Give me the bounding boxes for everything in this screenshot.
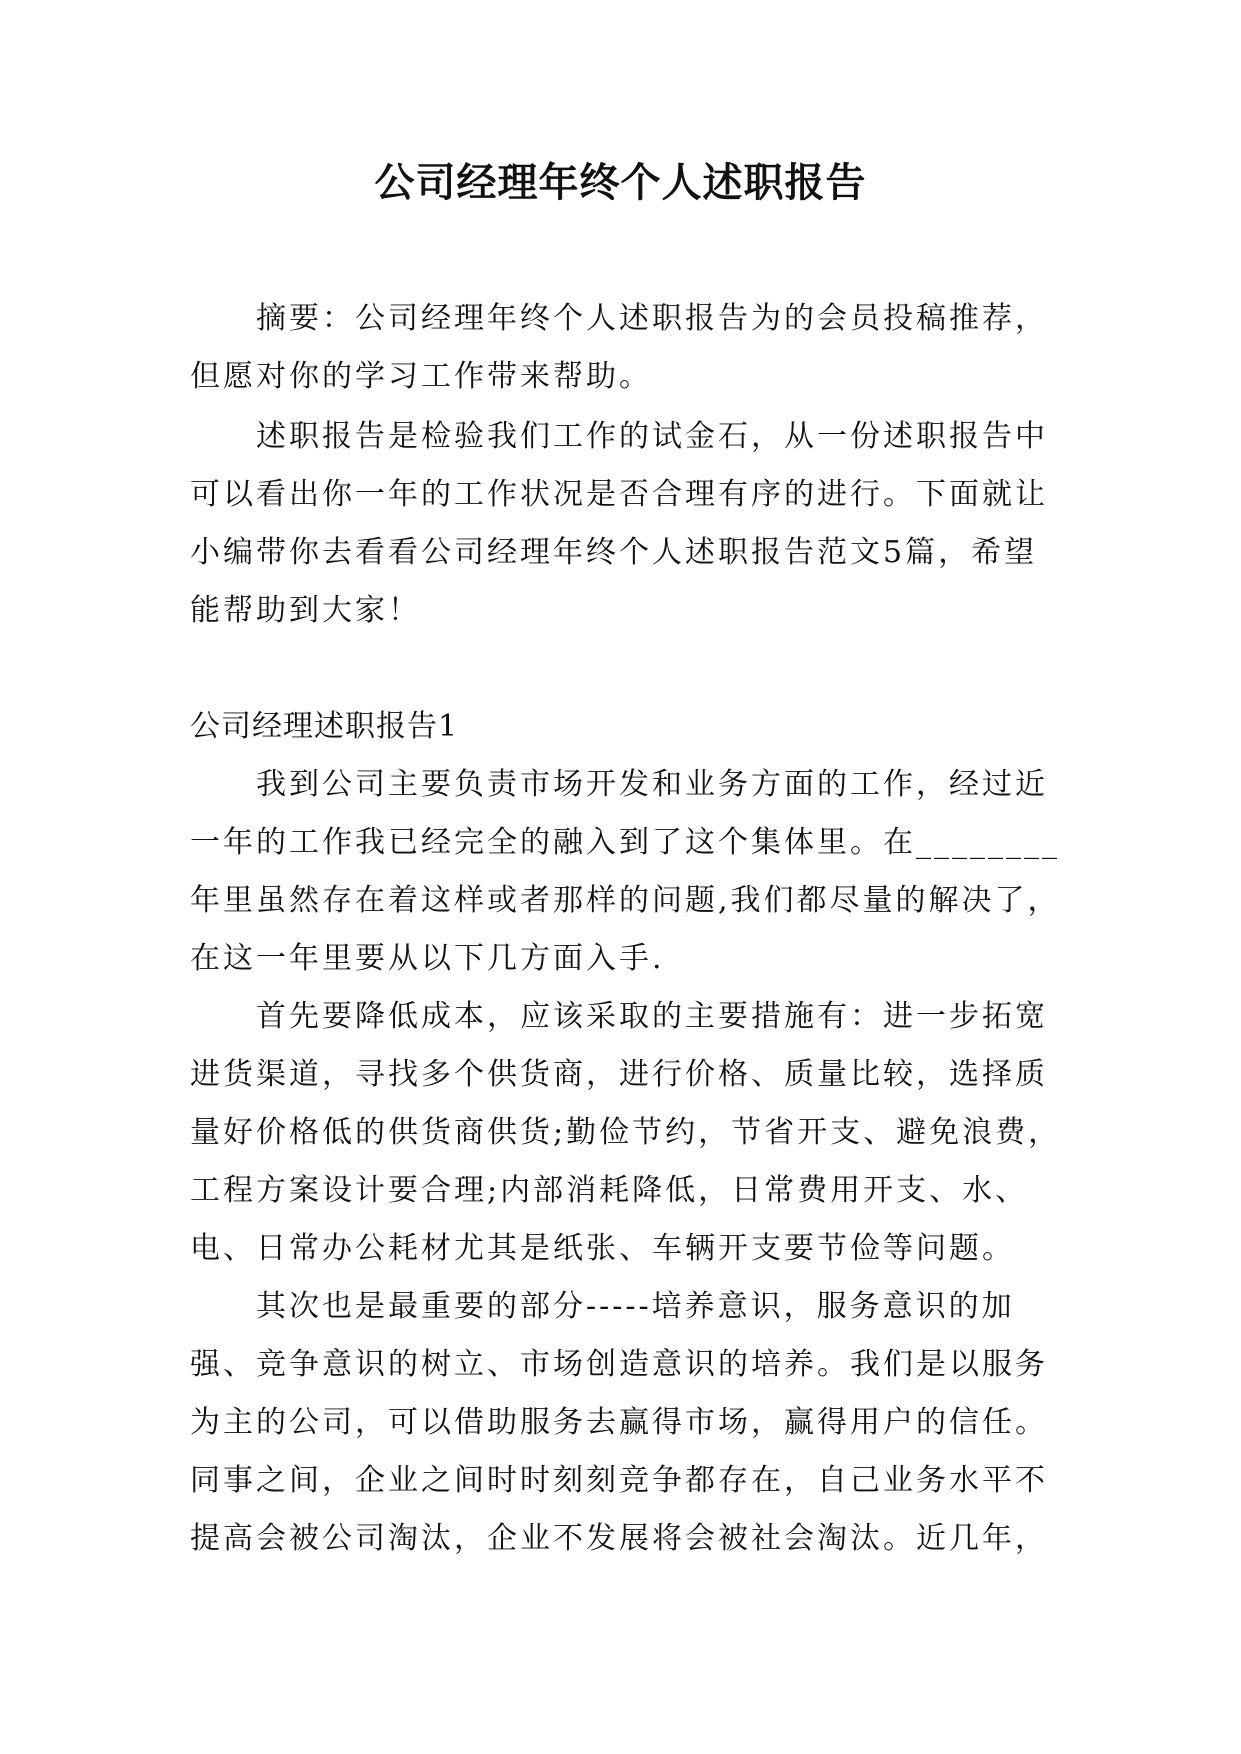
paragraph-line: 量好价格低的供货商供货;勤俭节约，节省开支、避免浪费， bbox=[190, 1115, 1062, 1150]
abstract-paragraph bbox=[190, 290, 1070, 406]
intro-line: 可以看出你一年的工作状况是否合理有序的进行。下面就让 bbox=[190, 477, 1048, 512]
intro-paragraph bbox=[190, 408, 1070, 640]
paragraph-line: 进货渠道，寻找多个供货商，进行价格、质量比较，选择质 bbox=[190, 1057, 1048, 1092]
paragraph-line: 其次也是最重要的部分-----培养意识，服务意识的加 bbox=[256, 1289, 1015, 1324]
intro-line: 小编带你去看看公司经理年终个人述职报告范文5篇，希望 bbox=[190, 535, 1038, 570]
paragraph-line: 在这一年里要从以下几方面入手. bbox=[190, 941, 665, 976]
paragraph-line: 为主的公司，可以借助服务去赢得市场，赢得用户的信任。 bbox=[190, 1405, 1048, 1440]
section-heading: 公司经理述职报告1 bbox=[190, 709, 459, 744]
paragraph-line: 电、日常办公耗材尤其是纸张、车辆开支要节俭等问题。 bbox=[190, 1231, 1015, 1266]
paragraph-line: 强、竞争意识的树立、市场创造意识的培养。我们是以服务 bbox=[190, 1347, 1048, 1382]
body-paragraph bbox=[190, 756, 1070, 988]
abstract-line: 但愿对你的学习工作带来帮助。 bbox=[190, 359, 652, 394]
abstract-line: 摘要：公司经理年终个人述职报告为的会员投稿推荐， bbox=[256, 301, 1048, 336]
body-paragraph bbox=[190, 1278, 1070, 1568]
body-paragraph bbox=[190, 988, 1070, 1278]
paragraph-line: 首先要降低成本，应该采取的主要措施有：进一步拓宽 bbox=[256, 999, 1048, 1034]
intro-line: 述职报告是检验我们工作的试金石，从一份述职报告中 bbox=[256, 419, 1048, 454]
paragraph-line: 一年的工作我已经完全的融入到了这个集体里。在________ bbox=[190, 825, 1060, 860]
paragraph-line: 提高会被公司淘汰，企业不发展将会被社会淘汰。近几年， bbox=[190, 1521, 1048, 1556]
paragraph-line: 同事之间，企业之间时时刻刻竞争都存在，自己业务水平不 bbox=[190, 1463, 1048, 1498]
paragraph-line: 工程方案设计要合理;内部消耗降低，日常费用开支、水、 bbox=[190, 1173, 1029, 1208]
document-title: 公司经理年终个人述职报告 bbox=[374, 160, 867, 206]
paragraph-line: 我到公司主要负责市场开发和业务方面的工作，经过近 bbox=[256, 767, 1048, 802]
intro-line: 能帮助到大家！ bbox=[190, 593, 421, 628]
paragraph-line: 年里虽然存在着这样或者那样的问题,我们都尽量的解决了， bbox=[190, 883, 1061, 918]
section-heading-block bbox=[190, 698, 1070, 756]
